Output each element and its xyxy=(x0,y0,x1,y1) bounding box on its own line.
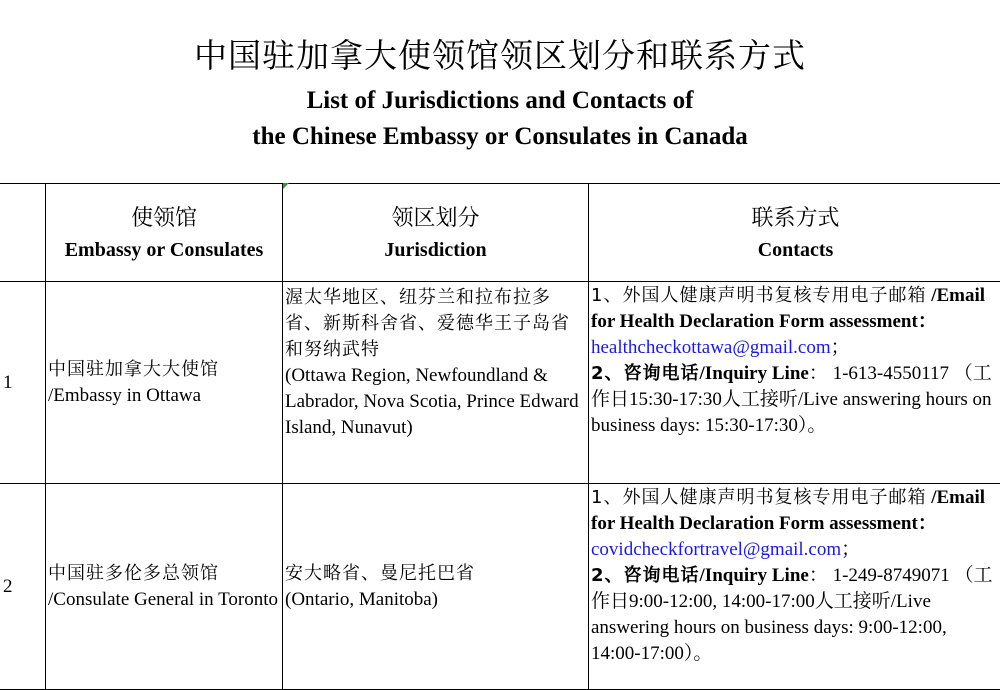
email-colon: ： xyxy=(918,513,937,534)
row-index: 1 xyxy=(0,282,46,484)
email-label-zh: 1、外国人健康声明书复核专用电子邮箱 xyxy=(591,487,926,508)
mission-name-zh: 中国驻加拿大大使馆 xyxy=(48,359,219,380)
phone-label-en: /Inquiry Line xyxy=(700,565,809,586)
mission-cell xyxy=(46,484,283,690)
mission-name-zh: 中国驻多伦多总领馆 xyxy=(48,563,219,584)
jurisdiction-zh: 安大略省、曼尼托巴省 xyxy=(285,563,475,584)
email-label-en: /Email for Health Declaration Form assessment xyxy=(591,487,985,534)
email-end: ； xyxy=(841,539,860,560)
title-english-line1: List of Jurisdictions and Contacts of xyxy=(0,87,1000,115)
jurisdiction-cell xyxy=(283,282,589,484)
email-colon: ： xyxy=(918,311,937,332)
header-jurisdiction-zh: 领区划分 xyxy=(285,202,586,236)
mission-name-en: /Embassy in Ottawa xyxy=(48,385,201,406)
cell-comment-marker xyxy=(283,183,289,189)
phone-label-zh: 2、咨询电话 xyxy=(591,565,700,586)
email-link[interactable]: covidcheckfortravel@gmail.com xyxy=(591,539,841,560)
phone-colon: ： xyxy=(809,565,828,586)
jurisdiction-en: (Ottawa Region, Newfoundland & Labrador, Nova Scotia, Prince Edward Island, Nunavut) xyxy=(285,365,579,438)
title-english-line2: the Chinese Embassy or Consulates in Canada xyxy=(0,123,1000,151)
table-header-row xyxy=(0,184,1000,282)
hours-en: /Live answering hours on business days: 9:00-12:00, 14:00-17:00）。 xyxy=(591,591,947,664)
contacts-cell xyxy=(589,282,1000,484)
mission-cell xyxy=(46,282,283,484)
email-end: ； xyxy=(831,337,850,358)
jurisdiction-cell xyxy=(283,484,589,690)
hours-zh: （工作日15:30-17:30人工接听 xyxy=(591,363,992,410)
phone-number[interactable]: 1-249-8749071 xyxy=(833,565,950,586)
email-label-en: /Email for Health Declaration Form assessment xyxy=(591,285,985,332)
header-contacts-en: Contacts xyxy=(591,236,1000,264)
phone-colon: ： xyxy=(809,363,828,384)
header-contacts-zh: 联系方式 xyxy=(591,202,1000,236)
phone-label-en: /Inquiry Line xyxy=(700,363,809,384)
jurisdiction-zh: 渥太华地区、纽芬兰和拉布拉多省、新斯科舍省、爱德华王子岛省和努纳武特 xyxy=(285,287,570,360)
header-mission-zh: 使领馆 xyxy=(48,202,280,236)
header-mission-en: Embassy or Consulates xyxy=(48,236,280,264)
email-label-zh: 1、外国人健康声明书复核专用电子邮箱 xyxy=(591,285,926,306)
header-contacts-cell xyxy=(589,184,1000,282)
header-mission-cell xyxy=(46,184,283,282)
phone-label-zh: 2、咨询电话 xyxy=(591,363,700,384)
hours-en: /Live answering hours on business days: 15:30-17:30）。 xyxy=(591,389,992,436)
email-link[interactable]: healthcheckottawa@gmail.com xyxy=(591,337,831,358)
table-row xyxy=(0,282,1000,484)
hours-zh: （工作日9:00-12:00, 14:00-17:00人工接听 xyxy=(591,565,993,612)
title-chinese: 中国驻加拿大使领馆领区划分和联系方式 xyxy=(0,30,1000,77)
phone-number[interactable]: 1-613-4550117 xyxy=(833,363,949,384)
row-index: 2 xyxy=(0,484,46,690)
jurisdiction-table xyxy=(0,183,1000,690)
header-index-cell xyxy=(0,184,46,282)
mission-name-en: /Consulate General in Toronto xyxy=(48,589,278,610)
contacts-cell xyxy=(589,484,1000,690)
header-jurisdiction-en: Jurisdiction xyxy=(285,236,586,264)
jurisdiction-en: (Ontario, Manitoba) xyxy=(285,589,438,610)
header-jurisdiction-cell xyxy=(283,184,589,282)
document-header xyxy=(0,0,1000,183)
table-row xyxy=(0,484,1000,690)
